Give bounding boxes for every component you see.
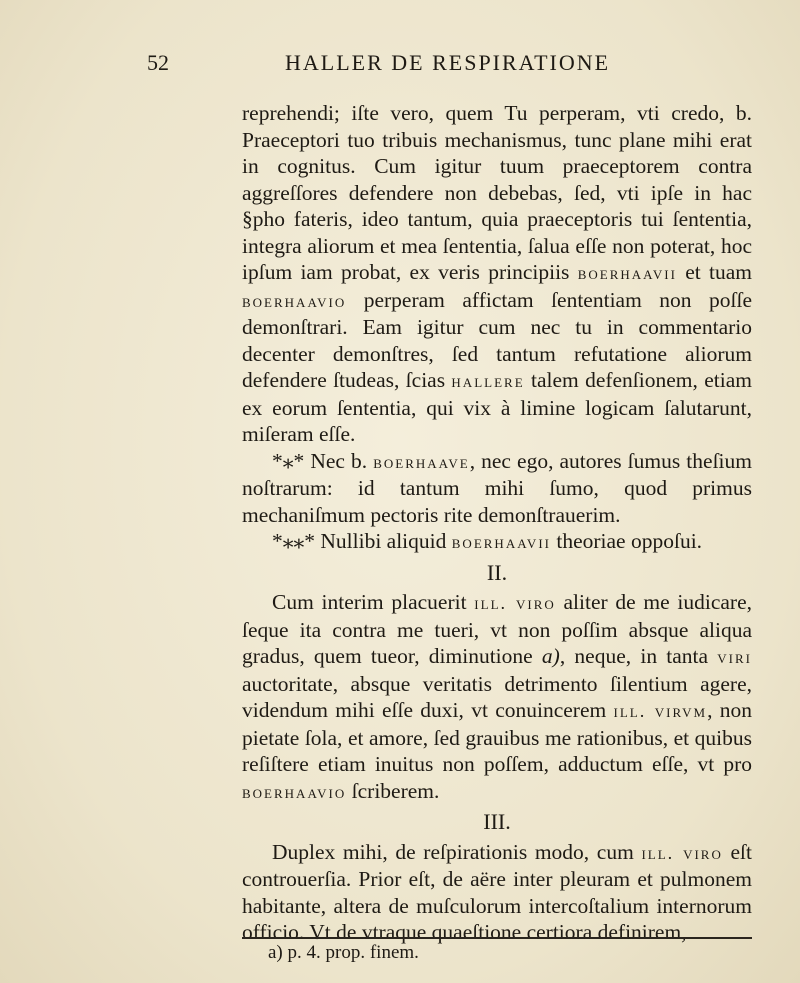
- text-run: et tuam: [676, 260, 752, 284]
- text-run: aliter de me iudicare, ſeque ita contra me tueri, vt non poſſim absque aliqua gradus, quem tueor, diminutione: [242, 590, 752, 668]
- footnote-rule: [242, 937, 752, 939]
- small-caps-name: ill. viro: [641, 842, 723, 863]
- small-caps-name: boerhaavio: [242, 781, 347, 802]
- text-run: *⁎⁎* Nullibi aliquid: [272, 529, 452, 553]
- text-run: Duplex mihi, de reſpirationis modo, cum: [272, 839, 642, 864]
- paragraph: [242, 448, 752, 529]
- small-caps-name: boerhaavii: [451, 532, 551, 552]
- text-run: perperam affictam ſententiam non poſſe demonſtrari. Eam igitur cum nec tu in commentario decenter demonſtres, ſed tantum refutatione aliorum defendere ſtudeas, ſcias: [242, 287, 752, 392]
- paragraph: [242, 100, 752, 448]
- section-heading: [242, 560, 752, 587]
- footnote: a) p. 4. prop. finem.: [268, 942, 419, 963]
- small-caps-name: ill. virvm: [613, 701, 708, 721]
- text-run: reprehendi; iſte vero, quem Tu perperam, vti credo, b. Praeceptori tuo tribuis mechanismus, tunc plane mihi erat in cognitus. Cum igitur tuum praeceptorem contra aggreſſores defendere non debebas, ſed, vti ipſe in hac §pho fateris, ideo tantum, quia praeceptoris tui ſententia, integra aliorum et mea ſententia, ſalua eſſe non poterat, hoc ipſum iam probat, ex veris principiis: [242, 101, 752, 284]
- small-caps-name: boerhaave: [373, 451, 470, 472]
- page-number: 52: [147, 50, 169, 75]
- text-run: ſcriberem.: [346, 778, 440, 803]
- small-caps-name: viri: [717, 647, 753, 667]
- section-heading: [242, 809, 752, 836]
- text-run: talem defenſionem, etiam ex eorum ſententia, qui vix à limine logicam ſalutarunt, miſeram eſſe.: [242, 368, 752, 446]
- small-caps-name: ill. viro: [474, 593, 556, 613]
- small-caps-name: boerhaavio: [242, 290, 347, 311]
- paragraph: [242, 528, 752, 556]
- text-run: II.: [486, 559, 508, 585]
- text-run: , non pietate ſola, et amore, ſed grauibus me rationibus, et quibus reſiſtere etiam inuitus non poſſem, adductum eſſe, vt pro: [242, 698, 753, 776]
- small-caps-name: hallere: [451, 371, 525, 391]
- page-header: [0, 50, 800, 90]
- text-run: , nec ego, autores ſumus theſium noſtrarum: id tantum mihi ſumo, quod primus mechaniſmum pectoris rite demonſtrauerim.: [242, 448, 752, 527]
- text-run: theoriae oppoſui.: [550, 529, 703, 553]
- paragraph: [242, 839, 752, 946]
- main-text: [242, 100, 752, 946]
- text-run: III.: [483, 809, 511, 834]
- running-head: HALLER DE RESPIRATIONE: [285, 50, 611, 75]
- text-run: auctoritate, absque veritatis detrimento ſilentium agere, videndum mihi eſſe duxi, vt conuincerem: [242, 671, 752, 722]
- paragraph: [242, 589, 752, 805]
- small-caps-name: boerhaavii: [577, 263, 677, 283]
- text-run: , neque, in tanta: [559, 644, 718, 668]
- footnote-ref: a): [541, 644, 560, 668]
- text-run: Cum interim placuerit: [272, 590, 475, 614]
- text-run: eſt controuerſia. Prior eſt, de aëre inter pleuram et pulmonem habitante, altera de muſculorum intercoſtalium internorum officio. Vt de vtraque quaeſtione certiora definirem,: [242, 839, 752, 944]
- text-run: *⁎* Nec b.: [272, 448, 374, 473]
